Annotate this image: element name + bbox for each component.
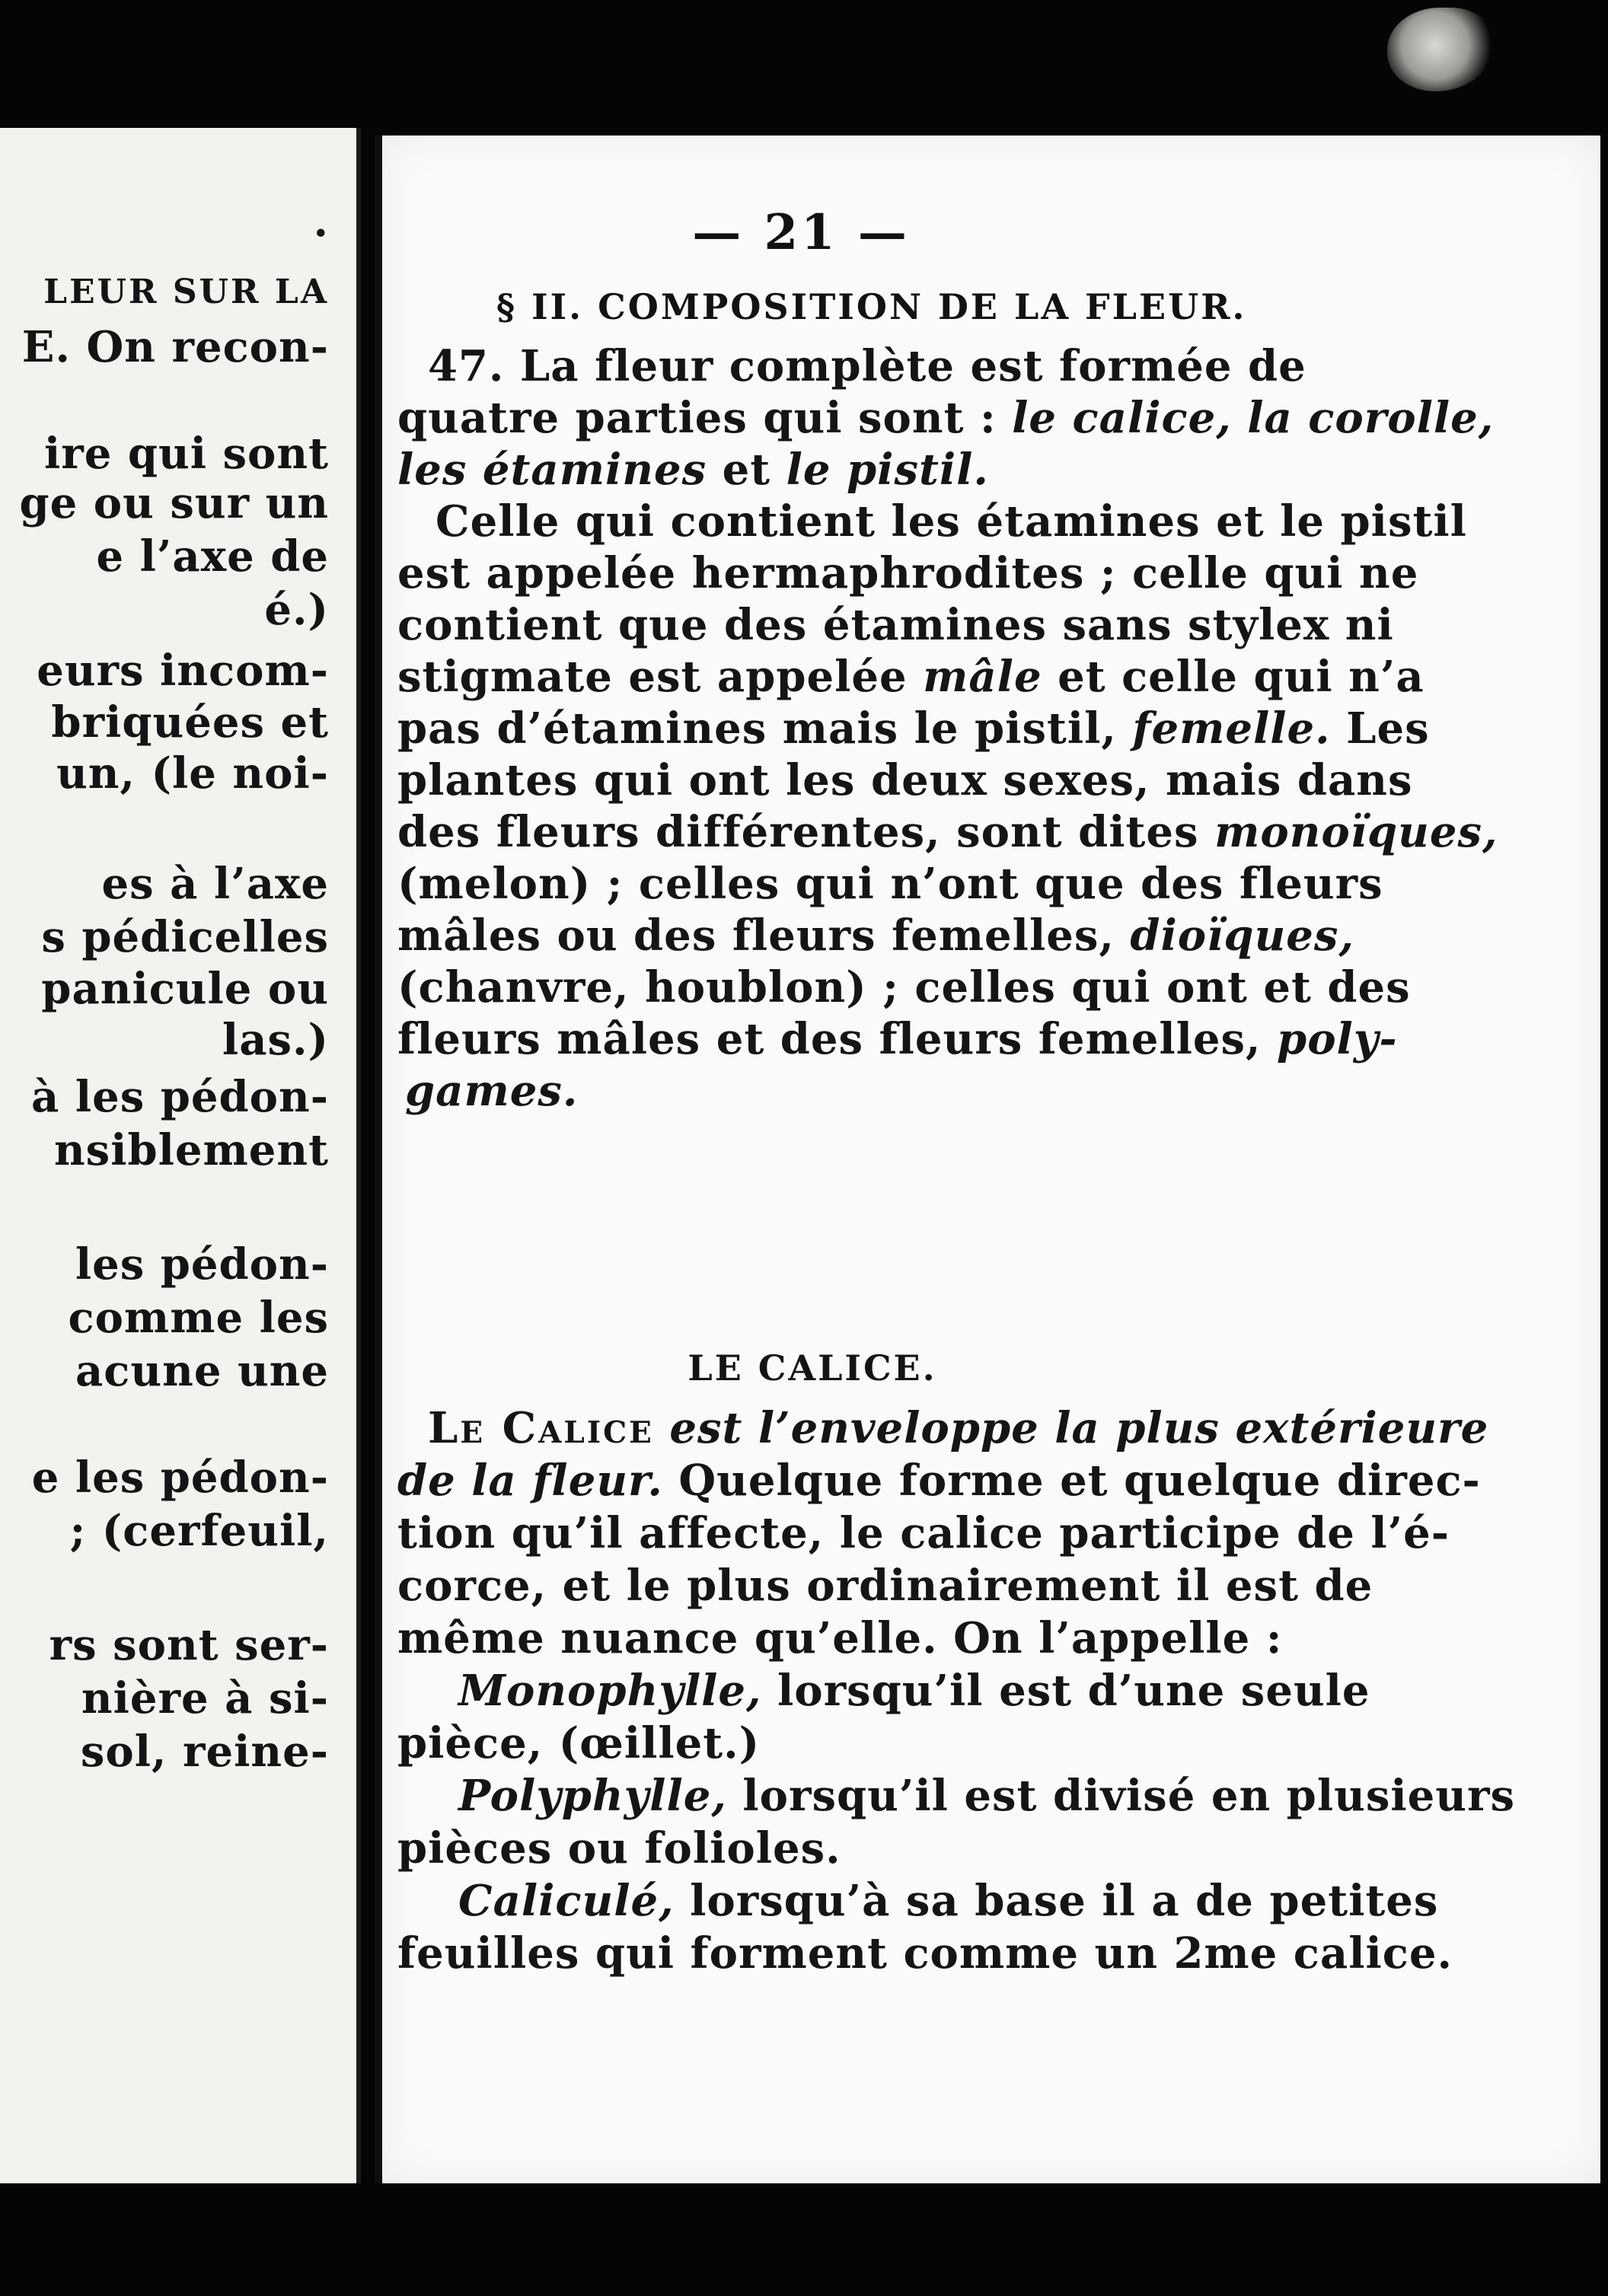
text-line [397,548,1418,598]
text-line [428,1403,1488,1453]
italic-text: Monophylle, [458,1666,762,1716]
text-line [458,1666,1370,1716]
calice-heading: LE CALICE. [688,1347,937,1389]
left-page [0,128,361,2183]
text-line [397,1718,760,1768]
text-run: même nuance qu’elle. On l’appelle : [397,1613,1283,1663]
text-run: lorsqu’à sa base il a de petites [674,1876,1439,1926]
text-line [397,703,1430,754]
text-line [397,393,1494,443]
text-run: mâles ou des fleurs femelles, [397,910,1131,961]
left-page-line: E. On recon- [21,322,329,372]
text-run: (melon) ; celles qui n’ont que des fleurs [397,859,1383,909]
italic-text: dioïques, [1130,910,1354,961]
italic-text: femelle. [1132,703,1331,754]
text-run: stigmate est appelée [397,652,924,702]
left-page-line: é.) [264,585,329,635]
left-page-line: las.) [222,1015,329,1065]
italic-text: le calice, la corolle, [1012,393,1495,443]
text-run: fleurs mâles et des fleurs femelles, [397,1014,1278,1064]
text-line [458,1771,1515,1821]
text-run: tion qu’il affecte, le calice participe de l’é- [397,1508,1450,1558]
left-page-line: es à l’axe [101,859,329,909]
text-run: pièces ou folioles. [397,1823,841,1873]
text-run [654,1403,670,1453]
text-run: Celle qui contient les étamines et le pistil [436,496,1467,547]
italic-text: les étamines [397,445,707,495]
text-run: plantes qui ont les deux sexes, mais dans [397,755,1413,805]
italic-text: games. [405,1066,579,1116]
right-page [375,136,1600,2183]
left-page-line: à les pédon- [31,1072,329,1122]
text-run: Les [1330,703,1430,754]
italic-text: monoïques, [1214,807,1498,857]
text-line [397,1508,1450,1558]
left-page-line: s pédicelles [41,912,329,962]
left-page-line: eurs incom- [37,646,329,696]
text-run: et [707,445,786,495]
left-page-line: . [313,196,329,247]
italic-text: de la fleur. [397,1456,663,1506]
italic-text: poly- [1277,1014,1398,1064]
italic-text: Polyphylle, [458,1771,727,1821]
italic-text: mâle [923,652,1042,702]
left-page-line: les pédon- [75,1239,329,1290]
left-page-line: ; (cerfeuil, [69,1506,329,1556]
text-line [428,341,1306,391]
left-page-line: panicule ou [41,964,329,1014]
italic-text: Caliculé, [458,1876,675,1926]
text-run: (chanvre, houblon) ; celles qui ont et des [397,962,1411,1012]
paper-stain [1387,8,1494,91]
text-run: pas d’étamines mais le pistil, [397,703,1133,754]
left-page-line: e les pédon- [31,1453,329,1503]
page-number: — 21 — [692,204,910,261]
left-page-line: comme les [68,1293,329,1343]
left-page-line: nsiblement [53,1125,329,1175]
text-line [397,1823,841,1873]
text-run: contient que des étamines sans stylex ni [397,600,1394,650]
left-page-line: LEUR SUR LA [43,273,329,311]
text-run: corce, et le plus ordinairement il est de [397,1561,1374,1611]
left-page-line: un, (le noi- [56,748,329,799]
text-line [397,1456,1481,1506]
text-line [405,1066,578,1116]
left-page-line: e l’axe de [96,531,329,582]
text-line [436,496,1467,547]
text-line [397,1928,1453,1979]
left-page-line: rs sont ser- [49,1620,329,1670]
text-run: Quelque forme et quelque direc- [662,1456,1481,1506]
section-heading: § II. COMPOSITION DE LA FLEUR. [496,286,1247,327]
text-line [397,807,1498,857]
italic-text: est l’enveloppe la plus extérieure [669,1403,1489,1453]
text-line [397,1561,1373,1611]
text-run: Le Calice [428,1403,654,1453]
text-line [397,755,1413,805]
text-line [397,859,1383,909]
text-run: feuilles qui forment comme un 2me calice. [397,1928,1453,1979]
text-line [397,652,1425,702]
left-page-line: ire qui sont [43,429,329,479]
italic-text: le pistil. [786,445,989,495]
text-run: lorsqu’il est divisé en plusieurs [726,1771,1515,1821]
left-page-line: briquées et [51,697,329,748]
text-run: quatre parties qui sont : [397,393,1013,443]
text-line [397,445,989,495]
text-run: est appelée hermaphrodites ; celle qui ne [397,548,1419,598]
left-page-line: sol, reine- [80,1727,329,1777]
text-run: des fleurs différentes, sont dites [397,807,1215,857]
text-line [397,910,1354,961]
text-line [458,1876,1438,1926]
text-line [397,1613,1282,1663]
left-page-line: ge ou sur un [19,478,329,528]
left-page-line: nière à si- [81,1673,329,1724]
text-run: pièce, (œillet.) [397,1718,761,1768]
text-line [397,600,1394,650]
text-line [397,1014,1398,1064]
text-run: et celle qui n’a [1042,652,1425,702]
text-run: lorsqu’il est d’une seule [761,1666,1370,1716]
text-run: 47. La fleur complète est formée de [428,341,1306,391]
text-line [397,962,1411,1012]
left-page-line: acune une [75,1346,329,1396]
